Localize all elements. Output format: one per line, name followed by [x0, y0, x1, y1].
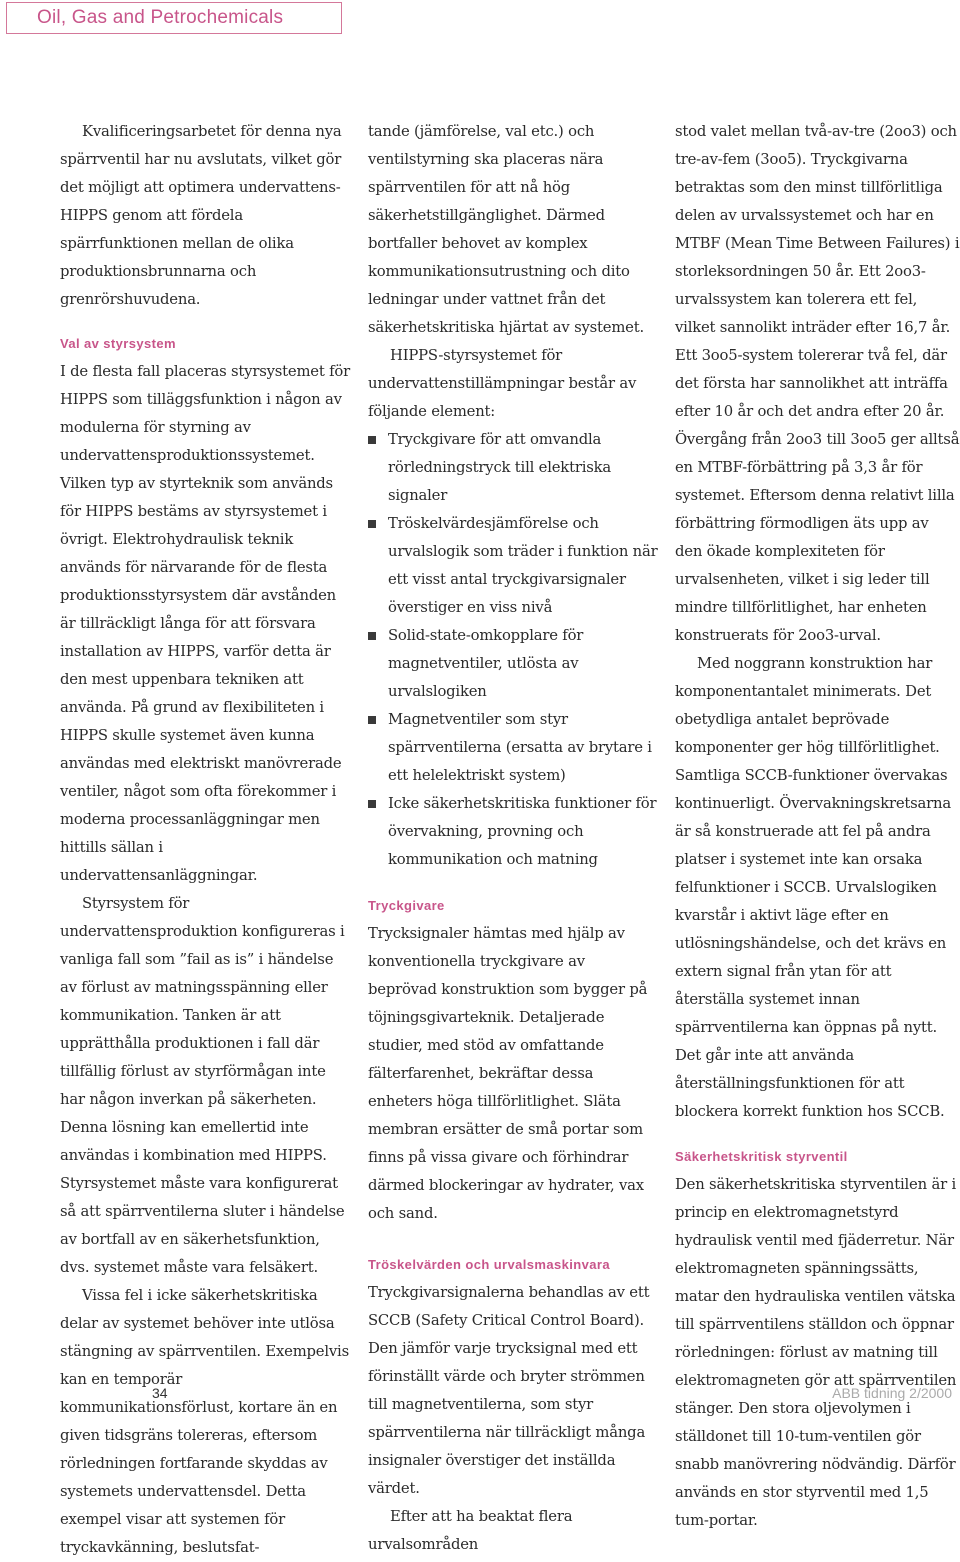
- paragraph: stod valet mellan två-av-tre (2oo3) och tre-av-fem (3oo5). Tryckgivarna betraktas som den minst tillförlitliga delen av urvalssystemet och har en MTBF (Mean Time Between Failures) i storleksordningen 50 år. Ett 2oo3-urvalssystem kan tolerera ett fel, vilket sannolikt inträder efter 16,7 år. Ett 3oo5-system tolererar två fel, där det första har sannolikhet att inträffa efter 10 år och det andra efter 20 år. Övergång från 2oo3 till 3oo5 ger alltså en MTBF-förbättring på 3,3 år för systemet. Eftersom denna relativt lilla förbättring förmodligen äts upp av den ökade komplexiteten för urvalsenheten, vilket i sig leder till mindre tillförlitlighet, har enheten konstruerats för 2oo3-urval.: [675, 123, 960, 644]
- paragraph: HIPPS-styrsystemet för undervattenstillämpningar består av följande element:: [368, 347, 637, 420]
- heading-pressure-sensors: Tryckgivare: [368, 898, 445, 913]
- heading-control-system: Val av styrsystem: [60, 336, 176, 351]
- square-bullet-icon: [368, 716, 376, 724]
- square-bullet-icon: [368, 800, 376, 808]
- list-item: Tröskelvärdesjämförelse och urvalslogik som träder i funktion när ett visst antal tryckgivarsignaler överstiger en viss nivå: [368, 510, 658, 622]
- paragraph: Trycksignaler hämtas med hjälp av konventionella tryckgivare av beprövad konstruktion som bygger på töjningsgivarteknik. Detaljerade studier, med stöd av omfattande fälterfarenhet, bekräftar dessa enheters höga tillförlitlighet. Släta membran ersätter de små portar som finns på vissa givare och förhindrar därmed blockeringar av hydrater, vax och sand.: [368, 925, 648, 1222]
- publication-name: ABB tidning 2/2000: [832, 1385, 952, 1401]
- section-header: Oil, Gas and Petrochemicals: [6, 2, 342, 34]
- column-2: [368, 118, 658, 1559]
- paragraph: I de flesta fall placeras styrsystemet för HIPPS som tilläggsfunktion i någon av modulerna för styrning av undervattensproduktionssystemet. Vilken typ av styrteknik som används för HIPPS bestäms av styrsystemet i övrigt. Elektrohydraulisk teknik används för närvarande för de flesta produktionsstyrsystem där avstånden är tillräckligt långa för att försvara installation av HIPPS, varför detta är den mest uppenbara tekniken att använda. På grund av flexibiliteten i HIPPS skulle systemet även kunna användas med elektriskt manövrerade ventiler, något som ofta förekommer i moderna processanläggningar men hittills sällan i undervattensanläggningar.: [60, 363, 350, 884]
- column-1: [60, 118, 350, 1562]
- page-number: 34: [152, 1385, 168, 1401]
- list-item: Tryckgivare för att omvandla rörledningstryck till elektriska signaler: [368, 426, 658, 510]
- square-bullet-icon: [368, 520, 376, 528]
- heading-thresholds: Tröskelvärden och urvalsmaskinvara: [368, 1257, 610, 1272]
- square-bullet-icon: [368, 436, 376, 444]
- paragraph: Den säkerhetskritiska styrventilen är i princip en elektromagnetstyrd hydraulisk ventil med fjäderretur. När elektromagneten spänningssätts, matar den hydrauliska ventilen vätska till spärrventilens ställdon och öppnar rörledningen: förlust av matning till elektromagneten gör att spärrventilen stänger. Den stora oljevolymen i ställdonet till 10-tum-ventilen gör snabb manövrering nödvändig. Därför används en stor styrventil med 1,5 tum-portar.: [675, 1176, 957, 1529]
- intro-paragraph: Kvalificeringsarbetet för denna nya spärrventil har nu avslutats, vilket gör det möjligt att optimera undervattens-HIPPS genom att fördela spärrfunktionen mellan de olika produktionsbrunnarna och grenrörshuvudena.: [60, 123, 342, 308]
- list-item: Icke säkerhetskritiska funktioner för övervakning, provning och kommunikation och matning: [368, 790, 658, 874]
- list-item: Magnetventiler som styr spärrventilerna (ersatta av brytare i ett helelektriskt system): [368, 706, 658, 790]
- paragraph: Med noggrann konstruktion har komponentantalet minimerats. Det obetydliga antalet beprövade komponenter ger hög tillförlitlighet. Samtliga SCCB-funktioner övervakas kontinuerligt. Övervakningskretsarna är så konstruerade att fel på andra platser i systemet inte kan orsaka felfunktioner i SCCB. Urvalslogiken kvarstår i aktivt läge efter en utlösningshändelse, och det krävs en extern signal från ytan för att återställa systemet innan spärrventilerna kan öppnas på nytt. Det går inte att använda återställningsfunktionen för att blockera korrekt funktion hos SCCB.: [675, 655, 951, 1120]
- column-3: [675, 118, 960, 1535]
- heading-control-valve: Säkerhetskritisk styrventil: [675, 1149, 848, 1164]
- list-item: Solid-state-omkopplare för magnetventiler, utlösta av urvalslogiken: [368, 622, 658, 706]
- square-bullet-icon: [368, 632, 376, 640]
- paragraph: Efter att ha beaktat flera urvalsområden: [368, 1508, 573, 1553]
- paragraph: tande (jämförelse, val etc.) och ventilstyrning ska placeras nära spärrventilen för att nå hög säkerhetstillgänglighet. Därmed bortfaller behovet av komplex kommunikationsutrustning och dito ledningar under vattnet från det säkerhetskritiska hjärtat av systemet.: [368, 123, 644, 336]
- paragraph: Vissa fel i icke säkerhetskritiska delar av systemet behöver inte utlösa stängning av spärrventilen. Exempelvis kan en temporär kommunikationsförlust, kortare än en given tidsgräns tolereras, eftersom rörledningen fortfarande skyddas av systemets undervattensdel. Detta exempel visar att systemen för tryckavkänning, beslutsfat-: [60, 1287, 349, 1556]
- paragraph: Tryckgivarsignalerna behandlas av ett SCCB (Safety Critical Control Board). Den jämför varje trycksignal med ett förinställt värde och bryter strömmen till magnetventilerna, som styr spärrventilerna när tillräckligt många insignaler överstiger det inställda värdet.: [368, 1284, 650, 1497]
- element-list: [368, 426, 658, 874]
- paragraph: Styrsystem för undervattensproduktion konfigureras i vanliga fall som ”fail as is” i händelse av förlust av matningsspänning eller kommunikation. Tanken är att upprätthålla produktionen i fall där tillfällig förlust av styrförmågan inte har någon inverkan på säkerheten. Denna lösning kan emellertid inte användas i kombination med HIPPS. Styrsystemet måste vara konfigurerat så att spärrventilerna sluter i händelse av bortfall av en säkerhetsfunktion, dvs. systemet måste vara felsäkert.: [60, 895, 345, 1276]
